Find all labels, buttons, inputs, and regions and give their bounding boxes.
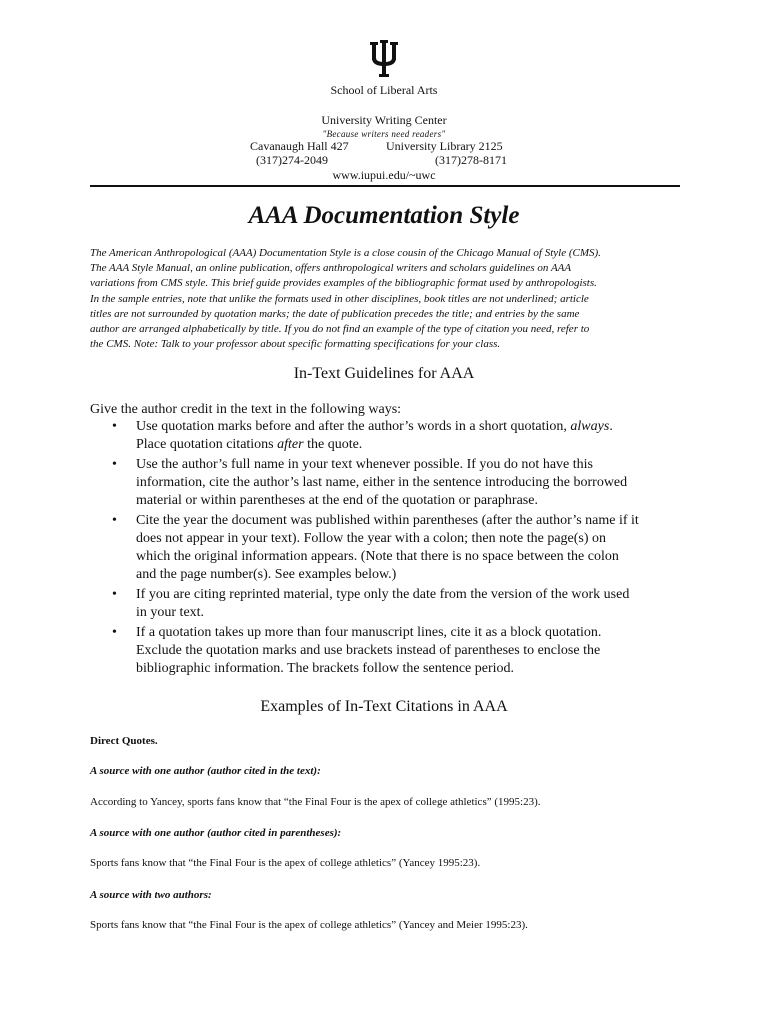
list-item <box>90 512 690 584</box>
intro-line: The AAA Style Manual, an online publication, offers anthropological writers and scholars guidelines on AAA <box>90 262 572 275</box>
bullet-icon: • <box>112 513 117 528</box>
location-right: University Library 2125 <box>386 139 503 153</box>
bullet-text: Place quotation citations <box>136 437 278 452</box>
bullet-text: material or within parentheses at the end of the quotation or paraphrase. <box>136 493 538 508</box>
intro-line: The American Anthropological (AAA) Documentation Style is a close cousin of the Chicago Manual of Style (CMS). <box>90 247 601 259</box>
bullet-text: Exclude the quotation marks and use brackets instead of parentheses to enclose the <box>136 643 601 658</box>
bullet-text: bibliographic information. The brackets follow the sentence period. <box>136 661 515 676</box>
emphasis-text: after <box>277 437 304 452</box>
example-text: According to Yancey, sports fans know that “the Final Four is the apex of college athletics” (1995:23). <box>90 796 541 808</box>
section-heading-guidelines: In-Text Guidelines for AAA <box>293 365 475 382</box>
phone-left: (317)274-2049 <box>256 153 328 167</box>
bullet-icon: • <box>112 457 117 472</box>
bullet-text: in your text. <box>136 605 205 620</box>
list-item <box>90 418 690 454</box>
location-left: Cavanaugh Hall 427 <box>250 139 349 153</box>
website-link[interactable]: www.iupui.edu/~uwc <box>332 168 436 182</box>
example-label: A source with one author (author cited in the text): <box>90 765 321 777</box>
section-heading-examples: Examples of In-Text Citations in AAA <box>260 698 508 715</box>
bullet-icon: • <box>112 587 117 602</box>
example-label: A source with one author (author cited in parentheses): <box>90 827 342 839</box>
intro-line: titles are not surrounded by quotation marks; the date of publication precedes the title; and entries by the same <box>90 307 580 320</box>
emphasis-text: always <box>570 419 610 434</box>
bullet-icon: • <box>112 625 117 640</box>
guidelines-lead: Give the author credit in the text in the following ways: <box>90 402 402 417</box>
subheading-direct-quotes: Direct Quotes. <box>90 735 158 747</box>
intro-paragraph <box>90 246 680 352</box>
intro-line: variations from CMS style. This brief guide provides examples of the bibliographic format used by anthropologists. <box>90 277 597 290</box>
motto: "Because writers need readers" <box>322 129 446 139</box>
intro-line: the CMS. Note: Talk to your professor about specific formatting specifications for your class. <box>90 338 501 351</box>
bullet-text: . <box>609 419 613 434</box>
guidelines-list <box>90 418 690 680</box>
example-text: Sports fans know that “the Final Four is the apex of college athletics” (Yancey and Meier 1995:23). <box>90 919 528 931</box>
bullet-text: Cite the year the document was published within parentheses (after the author’s name if it <box>136 513 639 528</box>
bullet-text: the quote. <box>303 437 363 452</box>
bullet-text: information, cite the author’s last name, either in the sentence introducing the borrowed <box>136 475 628 490</box>
intro-line: In the sample entries, note that unlike the formats used in other disciplines, book titles are not underlined; article <box>90 292 589 305</box>
writing-center-name: University Writing Center <box>321 113 447 127</box>
bullet-text: If you are citing reprinted material, type only the date from the version of the work used <box>136 587 630 602</box>
phone-right: (317)278-8171 <box>435 153 507 167</box>
header-divider <box>90 185 680 187</box>
bullet-icon: • <box>112 419 117 434</box>
example-label: A source with two authors: <box>90 889 212 901</box>
bullet-text: Use quotation marks before and after the author’s words in a short quotation, <box>136 419 571 434</box>
page-title: AAA Documentation Style <box>248 202 520 229</box>
list-item <box>90 456 690 510</box>
list-item <box>90 624 690 678</box>
bullet-text: which the original information appears. (Note that there is no space between the colon <box>136 549 619 564</box>
intro-line: author are arranged alphabetically by title. If you do not find an example of the type of citation you need, refer to <box>90 323 590 336</box>
list-item <box>90 586 690 622</box>
school-name: School of Liberal Arts <box>330 83 438 97</box>
bullet-text: and the page number(s). See examples below.) <box>136 567 397 582</box>
bullet-text: does not appear in your text). Follow the year with a colon; then note the page(s) on <box>136 531 607 546</box>
bullet-text: Use the author’s full name in your text whenever possible. If you do not have this <box>136 457 593 472</box>
example-text: Sports fans know that “the Final Four is the apex of college athletics” (Yancey 1995:23). <box>90 857 481 869</box>
bullet-text: If a quotation takes up more than four manuscript lines, cite it as a block quotation. <box>136 625 602 640</box>
trident-logo-icon <box>364 40 404 80</box>
